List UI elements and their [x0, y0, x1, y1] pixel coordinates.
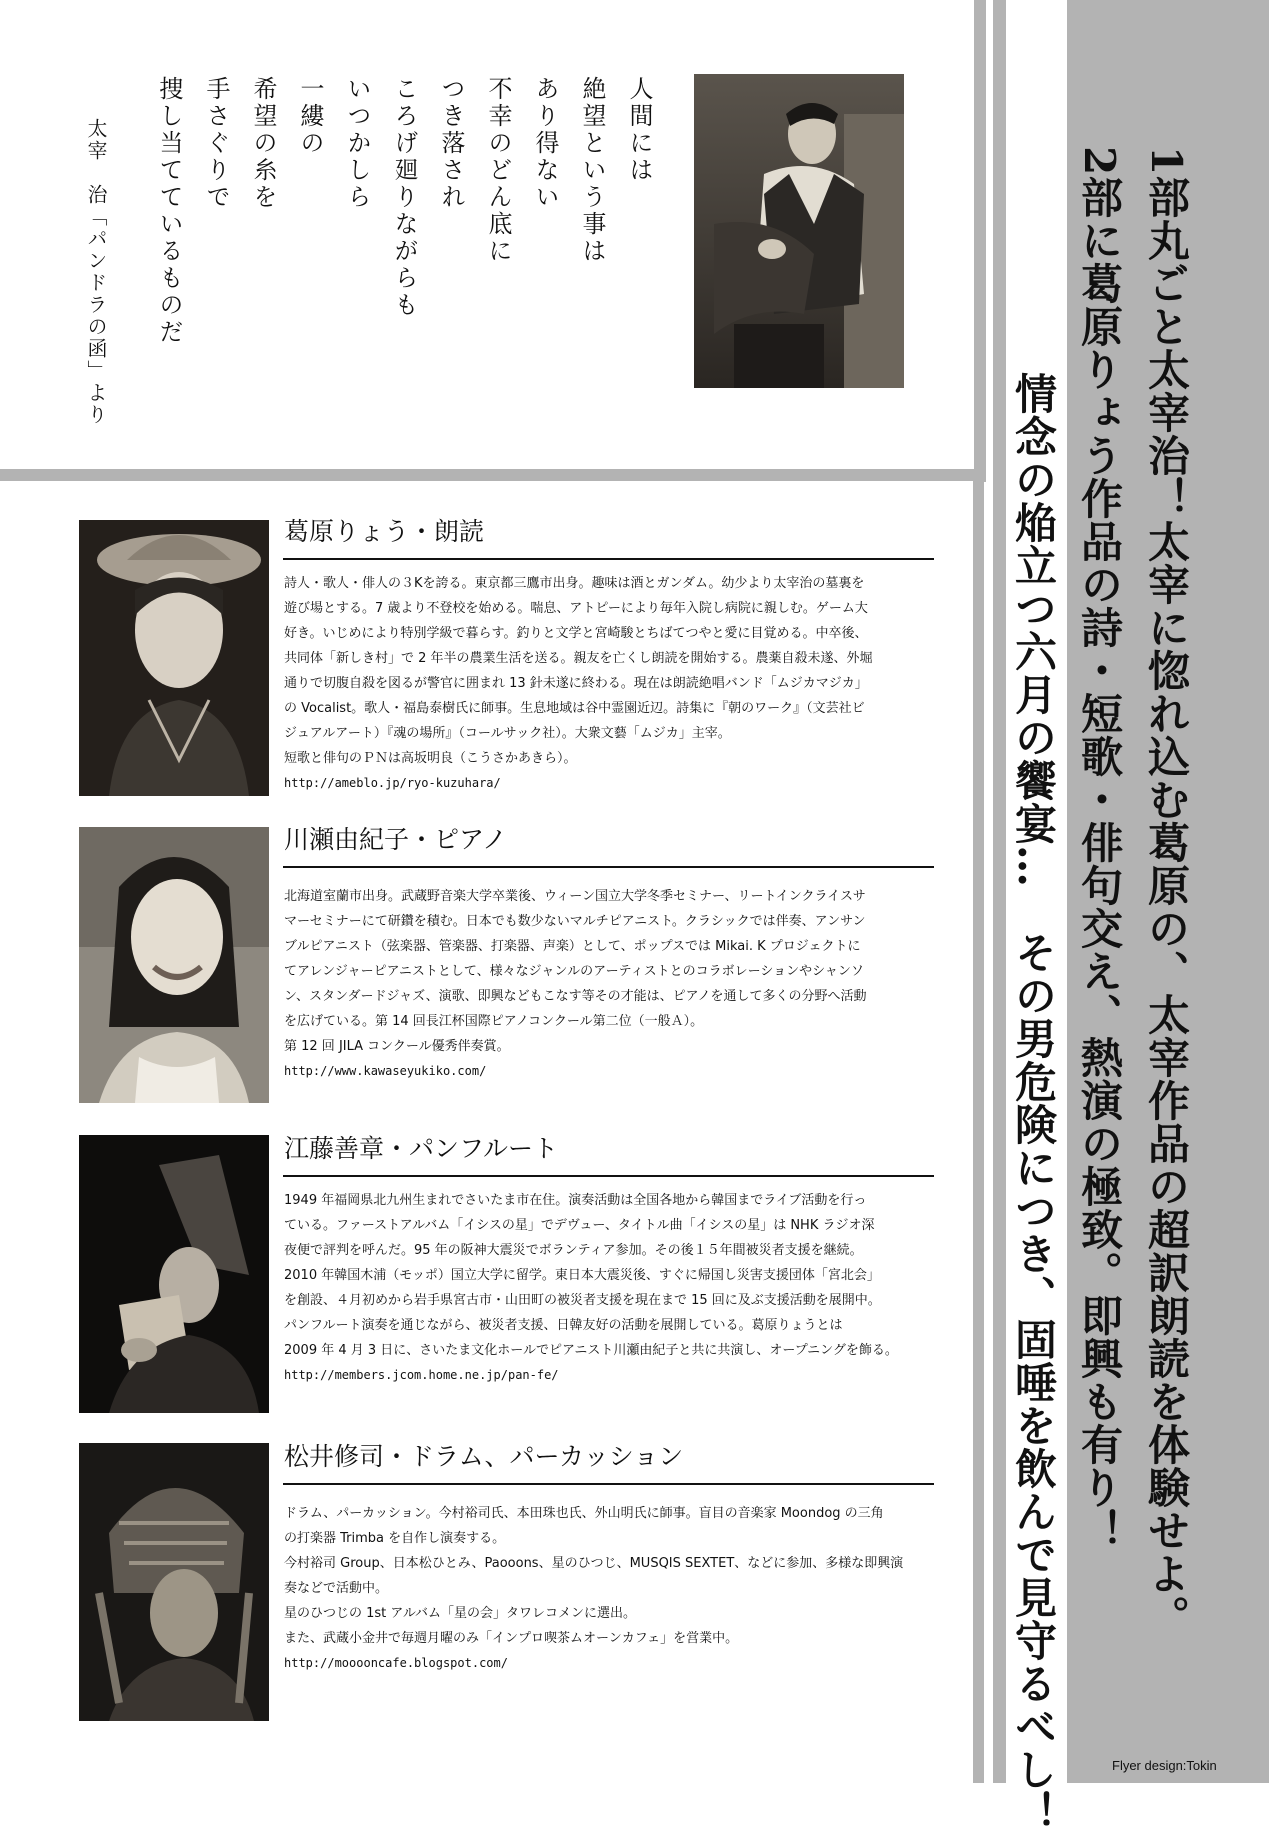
headline-2: 2部に葛原りょう作品の詩・短歌・俳句交え、熱演の極致。即興も有り！: [1075, 146, 1124, 1553]
profile-bio-matsui: [284, 1501, 974, 1676]
divider-vertical-bottom: [973, 481, 984, 1783]
bio-line: ン、スタンダードジャズ、演歌、即興などもこなす等その才能は、ピアノを通して多くの分野へ活動: [284, 989, 867, 1004]
poem-line-7: いつかしら: [343, 76, 371, 211]
profile-photo-matsui: [79, 1443, 269, 1721]
poem-line-8: 一縷の: [296, 76, 324, 157]
profile-rule: [283, 1175, 934, 1177]
bio-line: 北海道室蘭市出身。武蔵野音楽大学卒業後、ウィーン国立大学冬季セミナー、リートインクライスサ: [284, 889, 866, 904]
poem-line-11: 捜し当てているものだ: [155, 76, 183, 346]
poem-line-6: ころげ廻りながらも: [390, 76, 418, 319]
bio-line: 1949 年福岡県北九州生まれでさいたま市在住。演奏活動は全国各地から韓国までライブ活動を行っ: [284, 1193, 867, 1208]
poem-line-10: 手さぐりで: [202, 76, 230, 211]
bio-line: の打楽器 Trimba を自作し演奏する。: [284, 1531, 506, 1546]
headline-1: 1部丸ごと太宰治！太宰に惚れ込む葛原の、太宰作品の超訳朗読を体験せよ。: [1142, 146, 1191, 1639]
headline-3: 情念の焔立つ六月の饗宴… その男危険につき、固唾を飲んで見守るべし！: [1009, 372, 1058, 1834]
poem-attribution: 太宰 治「パンドラの函」より: [84, 118, 108, 426]
bio-line: 2010 年韓国木浦（モッポ）国立大学に留学。東日本大震災後、すぐに帰国し災害支援団体「宮北会」: [284, 1268, 880, 1283]
bio-line: の Vocalist。歌人・福島泰樹氏に師事。生息地域は谷中霊園近辺。詩集に『朝のワーク』（文芸社ビ: [284, 701, 865, 716]
bio-line: マーセミナーにて研鑽を積む。日本でも数少ないマルチピアニスト。クラシックでは伴奏、アンサン: [284, 914, 866, 929]
side-band-thin: [993, 0, 1006, 1783]
divider-horizontal: [0, 469, 984, 481]
dazai-photo: [694, 74, 904, 388]
profile-url-eto[interactable]: http://members.jcom.home.ne.jp/pan-fe/: [284, 1368, 559, 1382]
poem-line-1: 人間には: [625, 76, 653, 184]
poem-line-9: 希望の糸を: [249, 76, 277, 211]
profile-rule: [283, 1483, 934, 1485]
poem-line-2: 絶望という事は: [578, 76, 606, 265]
design-credit: Flyer design:Tokin: [1112, 1758, 1217, 1773]
bio-line: 短歌と俳句のＰＮは高坂明良（こうさかあきら）。: [284, 751, 577, 766]
profile-photo-eto: [79, 1135, 269, 1413]
bio-line: を広げている。第 14 回長江杯国際ピアノコンクール第二位（一般Ａ）。: [284, 1014, 704, 1029]
profile-name-kawase: 川瀬由紀子・ピアノ: [284, 825, 508, 854]
profile-url-kawase[interactable]: http://www.kawaseyukiko.com/: [284, 1064, 487, 1078]
bio-line: 星のひつじの 1st アルバム「星の会」タワレコメンに選出。: [284, 1606, 636, 1621]
bio-line: 奏などで活動中。: [284, 1581, 389, 1596]
bio-line: 好き。いじめにより特別学級で暮らす。釣りと文学と宮崎駿とちばてつやと愛に目覚める。中卒後、: [284, 626, 868, 641]
bio-line: ジュアルアート）『魂の場所』（コールサック社）。大衆文藝「ムジカ」主宰。: [284, 726, 731, 741]
profile-url-kuzuhara[interactable]: http://ameblo.jp/ryo-kuzuhara/: [284, 776, 501, 790]
bio-line: 夜便で評判を呼んだ。95 年の阪神大震災でボランティア参加。その後１５年間被災者支援を継続。: [284, 1243, 863, 1258]
bio-line: 詩人・歌人・俳人の３Kを誇る。東京都三鷹市出身。趣味は酒とガンダム。幼少より太宰治の墓裏を: [284, 576, 865, 591]
divider-vertical-top: [974, 0, 986, 482]
bio-line: てアレンジャーピアニストとして、様々なジャンルのアーティストとのコラボレーションやシャンソ: [284, 964, 864, 979]
bio-line: を創設、４月初めから岩手県宮古市・山田町の被災者支援を現在まで 15 回に及ぶ支援活動を展開中。: [284, 1293, 881, 1308]
bio-line: 第 12 回 JILA コンクール優秀伴奏賞。: [284, 1039, 510, 1054]
bio-line: ドラム、パーカッション。今村裕司氏、本田珠也氏、外山明氏に師事。盲目の音楽家 Moondog の三角: [284, 1506, 884, 1521]
profile-bio-eto: [284, 1188, 974, 1388]
bio-line: 通りで切腹自殺を図るが警官に囲まれ 13 針未遂に終わる。現在は朗読絶唱バンド「ムジカマジカ」: [284, 676, 868, 691]
bio-line: 今村裕司 Group、日本松ひとみ、Paooons、星のひつじ、MUSQIS SEXTET、などに参加、多様な即興演: [284, 1556, 904, 1571]
profile-bio-kuzuhara: [284, 571, 974, 796]
poem-line-3: あり得ない: [531, 76, 559, 211]
bio-line: 2009 年 4 月 3 日に、さいたま文化ホールでピアニスト川瀬由紀子と共に共演し、オープニングを飾る。: [284, 1343, 898, 1358]
profile-bio-kawase: [284, 884, 974, 1084]
bio-line: 共同体「新しき村」で 2 年半の農業生活を送る。親友を亡くし朗読を開始する。農薬自殺未遂、外堀: [284, 651, 873, 666]
profile-rule: [283, 866, 934, 868]
profile-name-kuzuhara: 葛原りょう・朗読: [284, 517, 485, 546]
bio-line: パンフルート演奏を通じながら、被災者支援、日韓友好の活動を展開している。葛原りょうとは: [284, 1318, 843, 1333]
poem-line-5: つき落され: [437, 76, 465, 211]
bio-line: ブルピアニスト（弦楽器、管楽器、打楽器、声楽）として、ポップスでは Mikai. K プロジェクトに: [284, 939, 861, 954]
profile-url-matsui[interactable]: http://mooooncafe.blogspot.com/: [284, 1656, 508, 1670]
bio-line: また、武蔵小金井で毎週月曜のみ「インプロ喫茶ムオーンカフェ」を営業中。: [284, 1631, 739, 1646]
profile-rule: [283, 558, 934, 560]
bio-line: 遊び場とする。7 歳より不登校を始める。喘息、アトピーにより毎年入院し病院に親しむ。ゲーム大: [284, 601, 868, 616]
profile-photo-kawase: [79, 827, 269, 1103]
profile-name-matsui: 松井修司・ドラム、パーカッション: [284, 1442, 684, 1471]
poem-line-4: 不幸のどん底に: [484, 76, 512, 265]
profile-photo-kuzuhara: [79, 520, 269, 796]
profile-name-eto: 江藤善章・パンフルート: [284, 1134, 559, 1163]
bio-line: ている。ファーストアルバム「イシスの星」でデヴュー、タイトル曲「イシスの星」は NHK ラジオ深: [284, 1218, 875, 1233]
